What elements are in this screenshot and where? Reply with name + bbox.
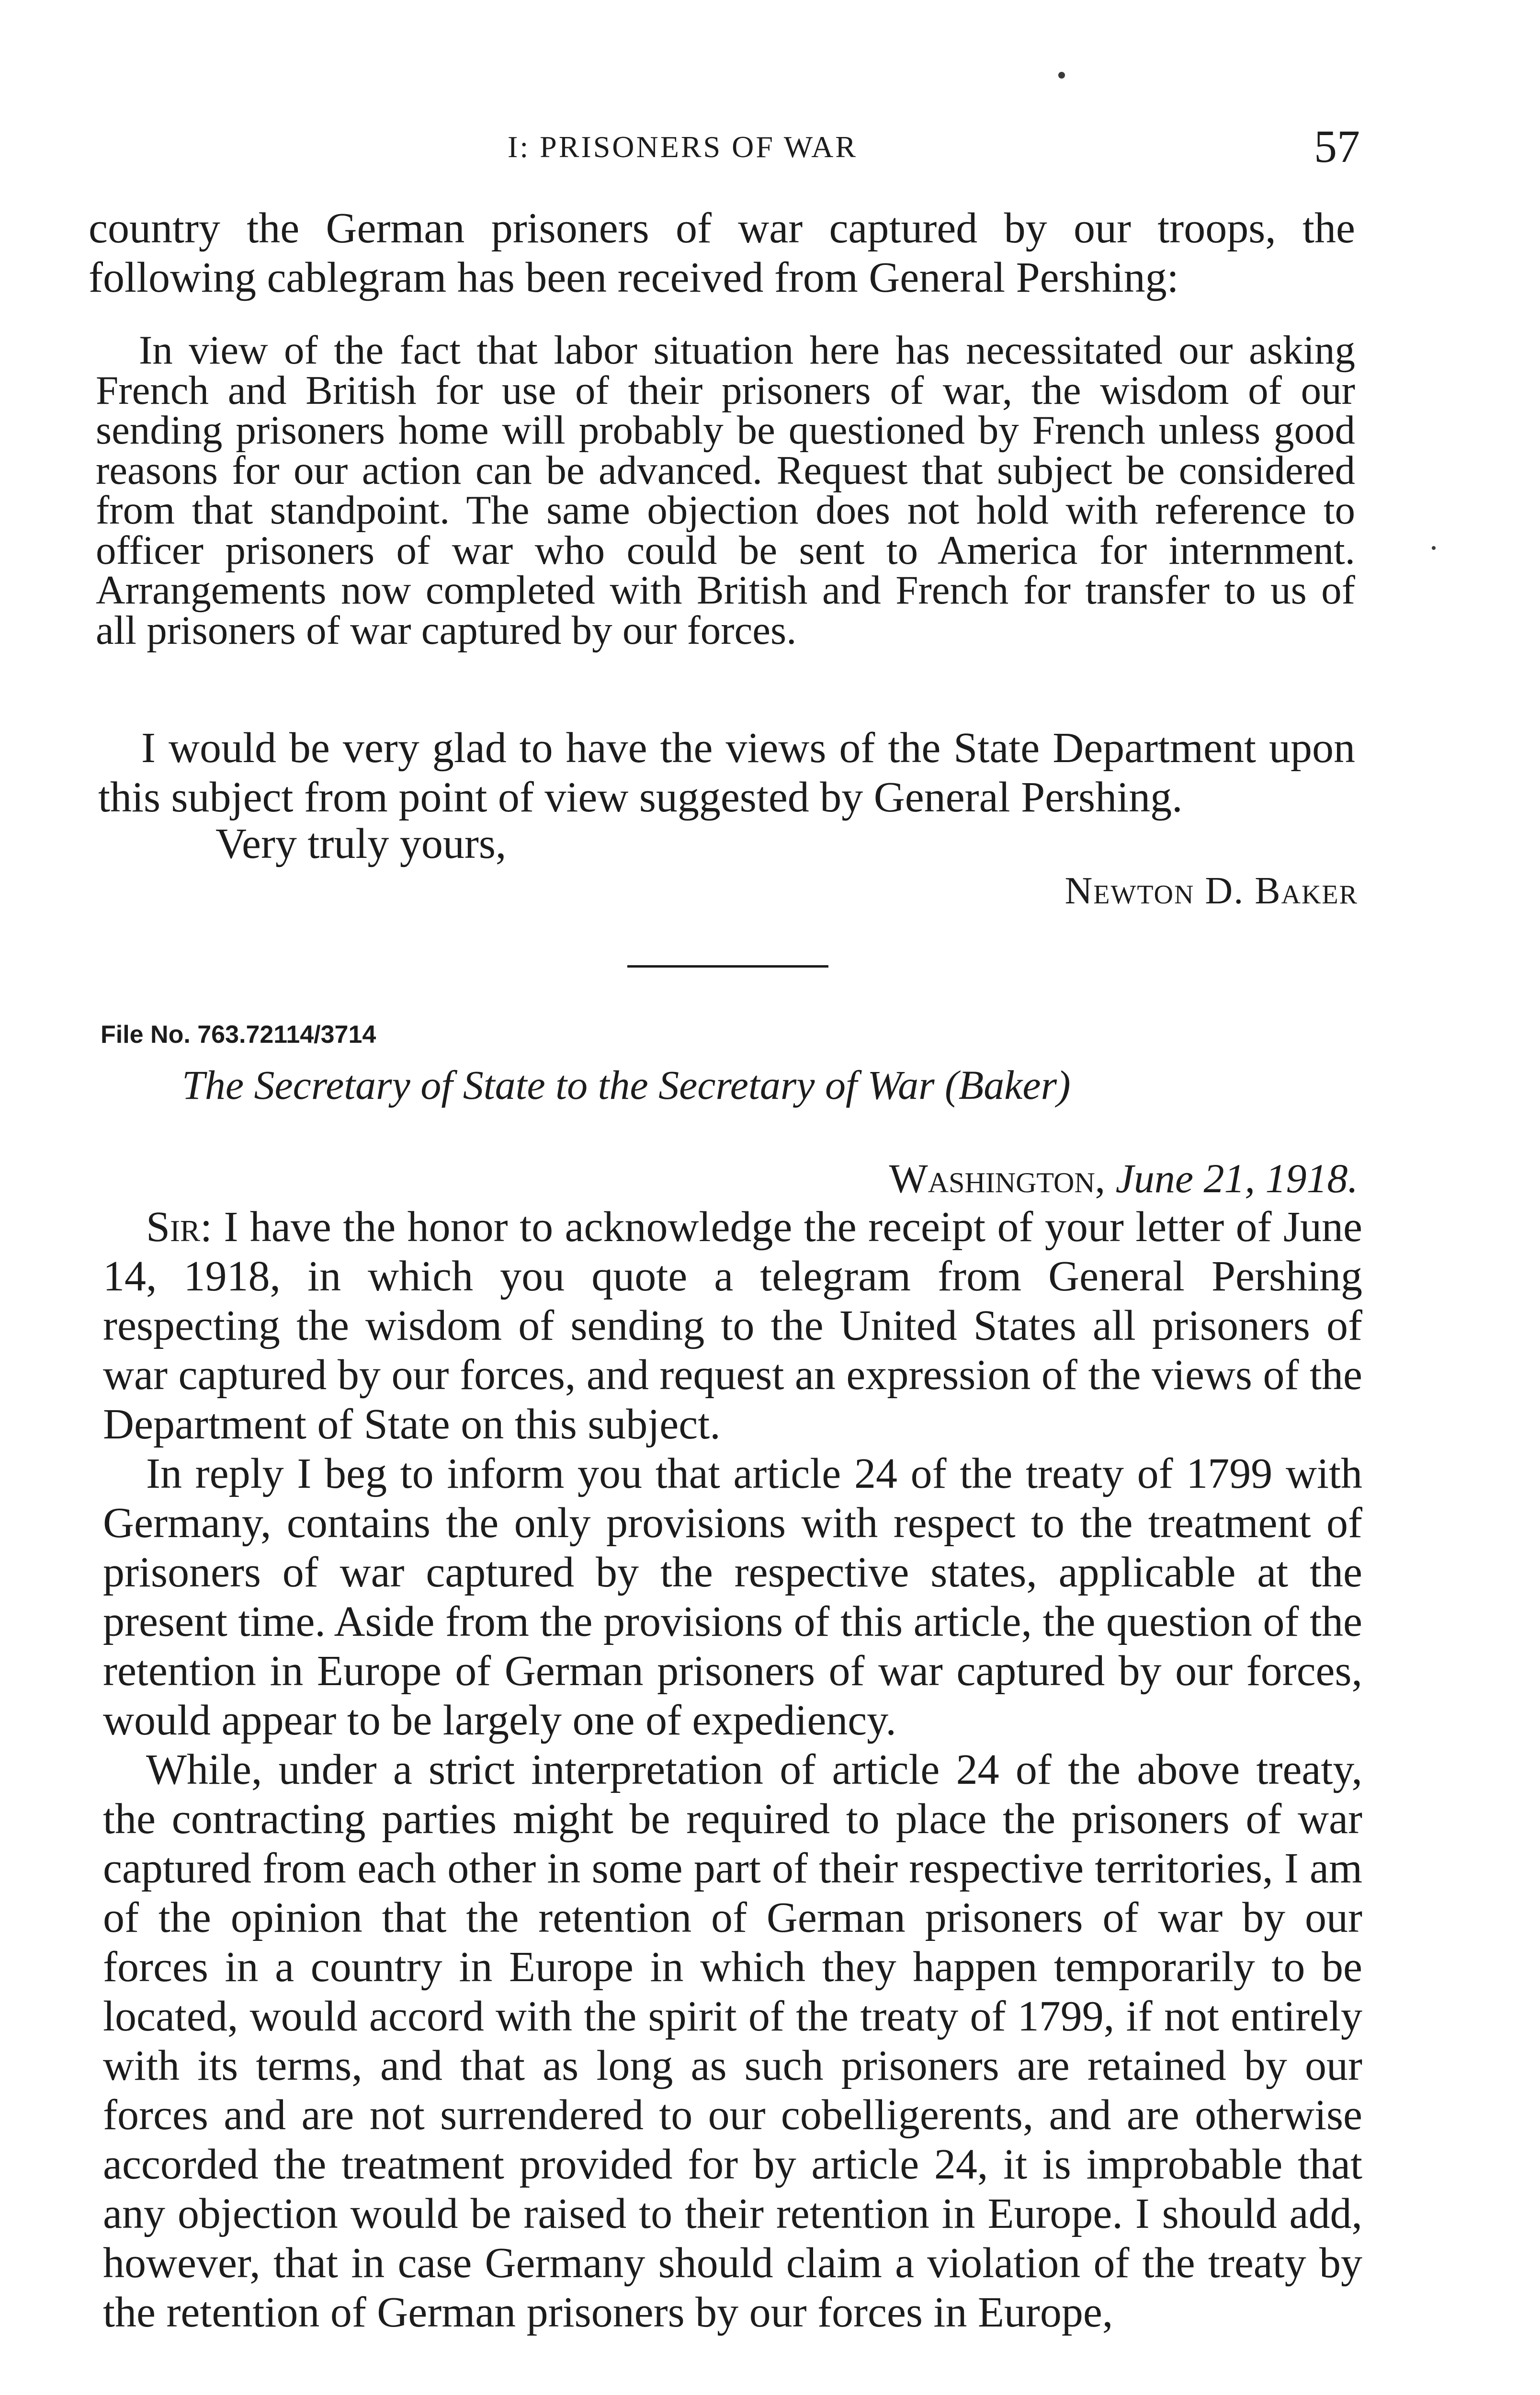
- paragraph-3: While, under a strict interpretation of article 24 of the above treaty, the contracting parties might be required to place the prisoners of war captured from each other in some part of their respective territories, I am of the opinion that the retention of German prisoners of war by our forces in a country in Europe in which they happen temporarily to be located, would accord with the spirit of the treaty of 1799, if not entirely with its terms, and that as long as such prisoners are retained by our forces and are not surrendered to our cobelligerents, and are otherwise accorded the treatment provided for by article 24, it is improbable that any objection would be raised to their retention in Europe. I should add, however, that in case Germany should claim a violation of the treaty by the retention of German prisoners by our forces in Europe,: [103, 1746, 1362, 2336]
- page-header: [508, 120, 1360, 177]
- letter-closing: Very truly yours,: [215, 820, 507, 867]
- letter-body: [103, 1202, 1362, 2337]
- salutation: Sir:: [146, 1203, 213, 1251]
- section-divider: [627, 965, 828, 968]
- cablegram-quote: In view of the fact that labor situation here has necessitated our asking French and British for use of their prisoners of war, the wisdom of our sending prisoners home will probably be questioned by French unless good reasons for our action can be advanced. Request that subject be considered from that standpoint. The same objection does not hold with reference to officer prisoners of war who could be sent to America for internment. Arrangements now completed with British and French for transfer to us of all prisoners of war captured by our forces.: [96, 328, 1355, 653]
- dateline: [889, 1154, 1358, 1202]
- page-number: 57: [1314, 121, 1360, 172]
- paragraph-1: Sir: I have the honor to acknowledge the receipt of your letter of June 14, 1918, in which you quote a telegram from General Pershing respecting the wisdom of sending to the United States all prisoners of war captured by our forces, and request an expression of the views of the Department of State on this subject.: [103, 1203, 1363, 1448]
- running-head: I: PRISONERS OF WAR: [508, 130, 858, 164]
- dateline-place: Washington,: [889, 1155, 1106, 1201]
- closing-paragraph: I would be very glad to have the views of the State Department upon this subject from point of view suggested by General Pershing.: [98, 724, 1355, 821]
- scan-speck-decoration: [1432, 546, 1436, 550]
- continuation-paragraph: country the German prisoners of war captured by our troops, the following cablegram has been received from General Pershing:: [89, 205, 1355, 301]
- file-number: File No. 763.72114/3714: [101, 1021, 376, 1049]
- letter-signature: Newton D. Baker: [1064, 870, 1358, 912]
- paragraph-2: In reply I beg to inform you that article 24 of the treaty of 1799 with Germany, contains the only provisions with respect to the treatment of prisoners of war captured by the respective states, applicable at the present time. Aside from the provisions of this article, the question of the retention in Europe of German prisoners of war captured by our forces, would appear to be largely one of expediency.: [103, 1450, 1362, 1744]
- scan-speck-decoration: [1058, 72, 1065, 79]
- dateline-date: June 21, 1918.: [1115, 1155, 1358, 1201]
- document-title: The Secretary of State to the Secretary of War (Baker): [182, 1062, 1071, 1108]
